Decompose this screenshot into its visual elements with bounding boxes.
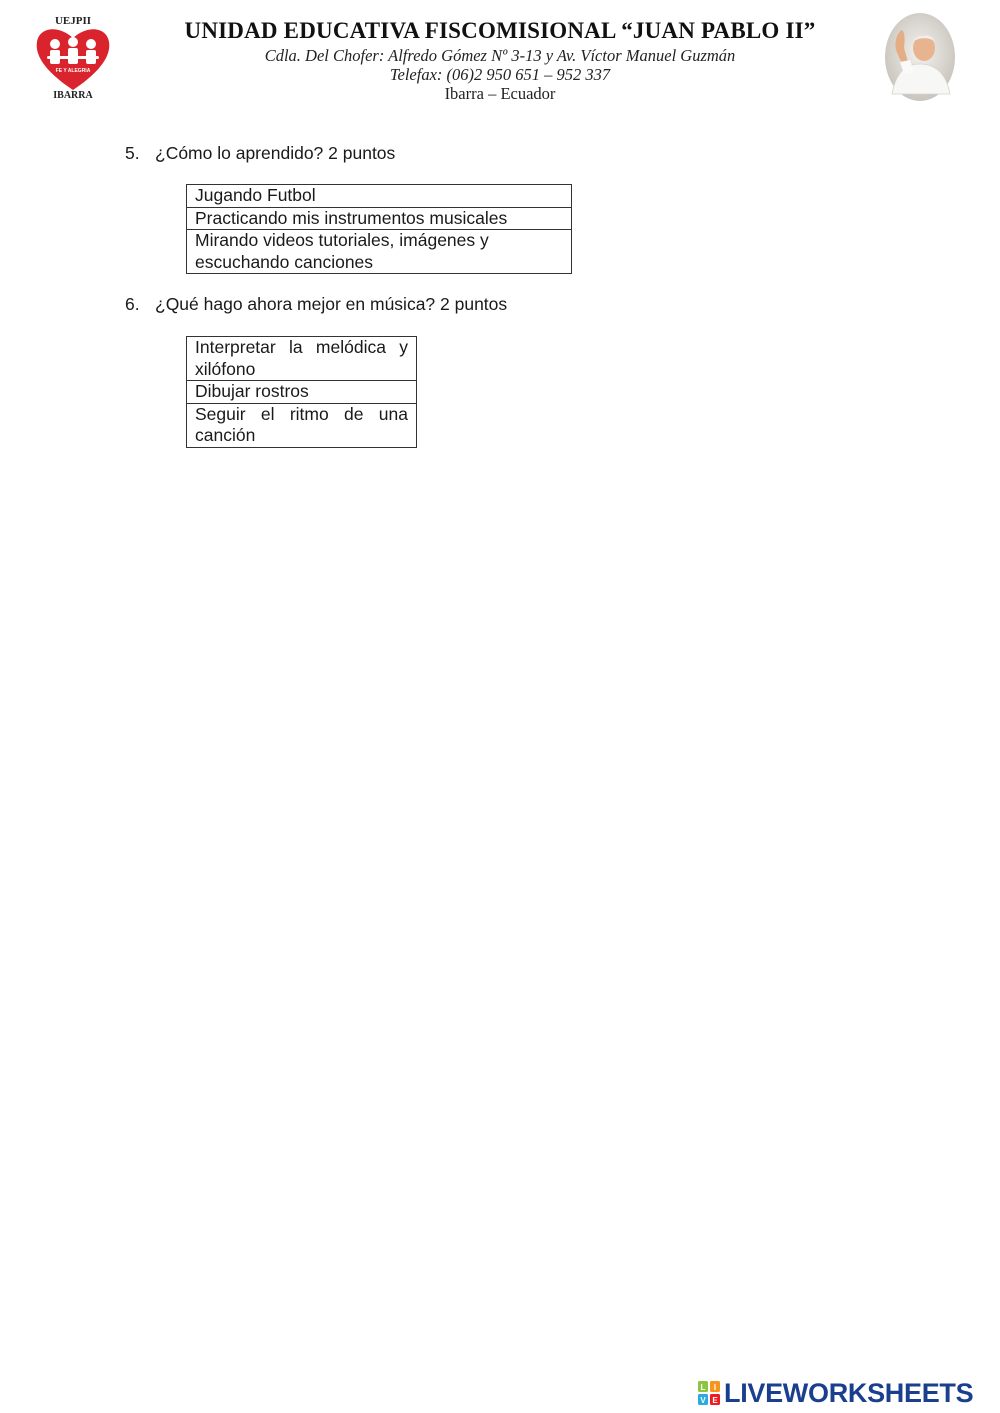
school-city: Ibarra – Ecuador [444, 84, 556, 103]
svg-text:L: L [700, 1383, 706, 1392]
question-5-text: ¿Cómo lo aprendido? 2 puntos [155, 143, 396, 163]
option-cell[interactable]: Mirando videos tutoriales, imágenes y escuchando canciones [187, 230, 572, 274]
question-6 [125, 293, 507, 315]
liveworksheets-brand-text: LIVEWORKSHEETS [724, 1378, 974, 1408]
svg-text:I: I [713, 1383, 717, 1392]
logo-top-text: UEJPII [54, 15, 92, 27]
question-6-options-table [186, 336, 417, 448]
option-cell[interactable]: Practicando mis instrumentos musicales [187, 207, 572, 230]
logo-bottom-text: IBARRA [53, 90, 93, 100]
table-row[interactable] [187, 207, 572, 230]
question-6-number: 6. [125, 294, 140, 314]
school-address: Cdla. Del Chofer: Alfredo Gómez Nº 3-13 y Av. Víctor Manuel Guzmán [264, 46, 736, 65]
school-name: UNIDAD EDUCATIVA FISCOMISIONAL “JUAN PABLO II” [184, 18, 816, 43]
option-cell[interactable]: Jugando Futbol [187, 185, 572, 208]
svg-text:V: V [700, 1396, 706, 1405]
option-cell[interactable]: Interpretar la melódica y xilófono [187, 337, 417, 381]
table-row[interactable] [187, 381, 417, 404]
table-row[interactable] [187, 185, 572, 208]
logo-motto: FE Y ALEGRIA [55, 68, 91, 74]
school-phone: Telefax: (06)2 950 651 – 952 337 [389, 65, 611, 84]
header-text-block [130, 16, 870, 103]
school-logo [33, 12, 113, 100]
question-5-number: 5. [125, 143, 140, 163]
pope-portrait-photo [884, 12, 956, 102]
question-5 [125, 142, 395, 164]
option-cell[interactable]: Dibujar rostros [187, 381, 417, 404]
svg-text:E: E [712, 1396, 718, 1405]
liveworksheets-logo-icon [698, 1381, 720, 1405]
table-row[interactable] [187, 403, 417, 447]
question-6-text: ¿Qué hago ahora mejor en música? 2 puntos [155, 294, 508, 314]
liveworksheets-watermark [698, 1378, 973, 1408]
question-5-options-table [186, 184, 572, 274]
document-header [0, 0, 1000, 110]
table-row[interactable] [187, 337, 417, 381]
table-row[interactable] [187, 230, 572, 274]
option-cell[interactable]: Seguir el ritmo de una canción [187, 403, 417, 447]
